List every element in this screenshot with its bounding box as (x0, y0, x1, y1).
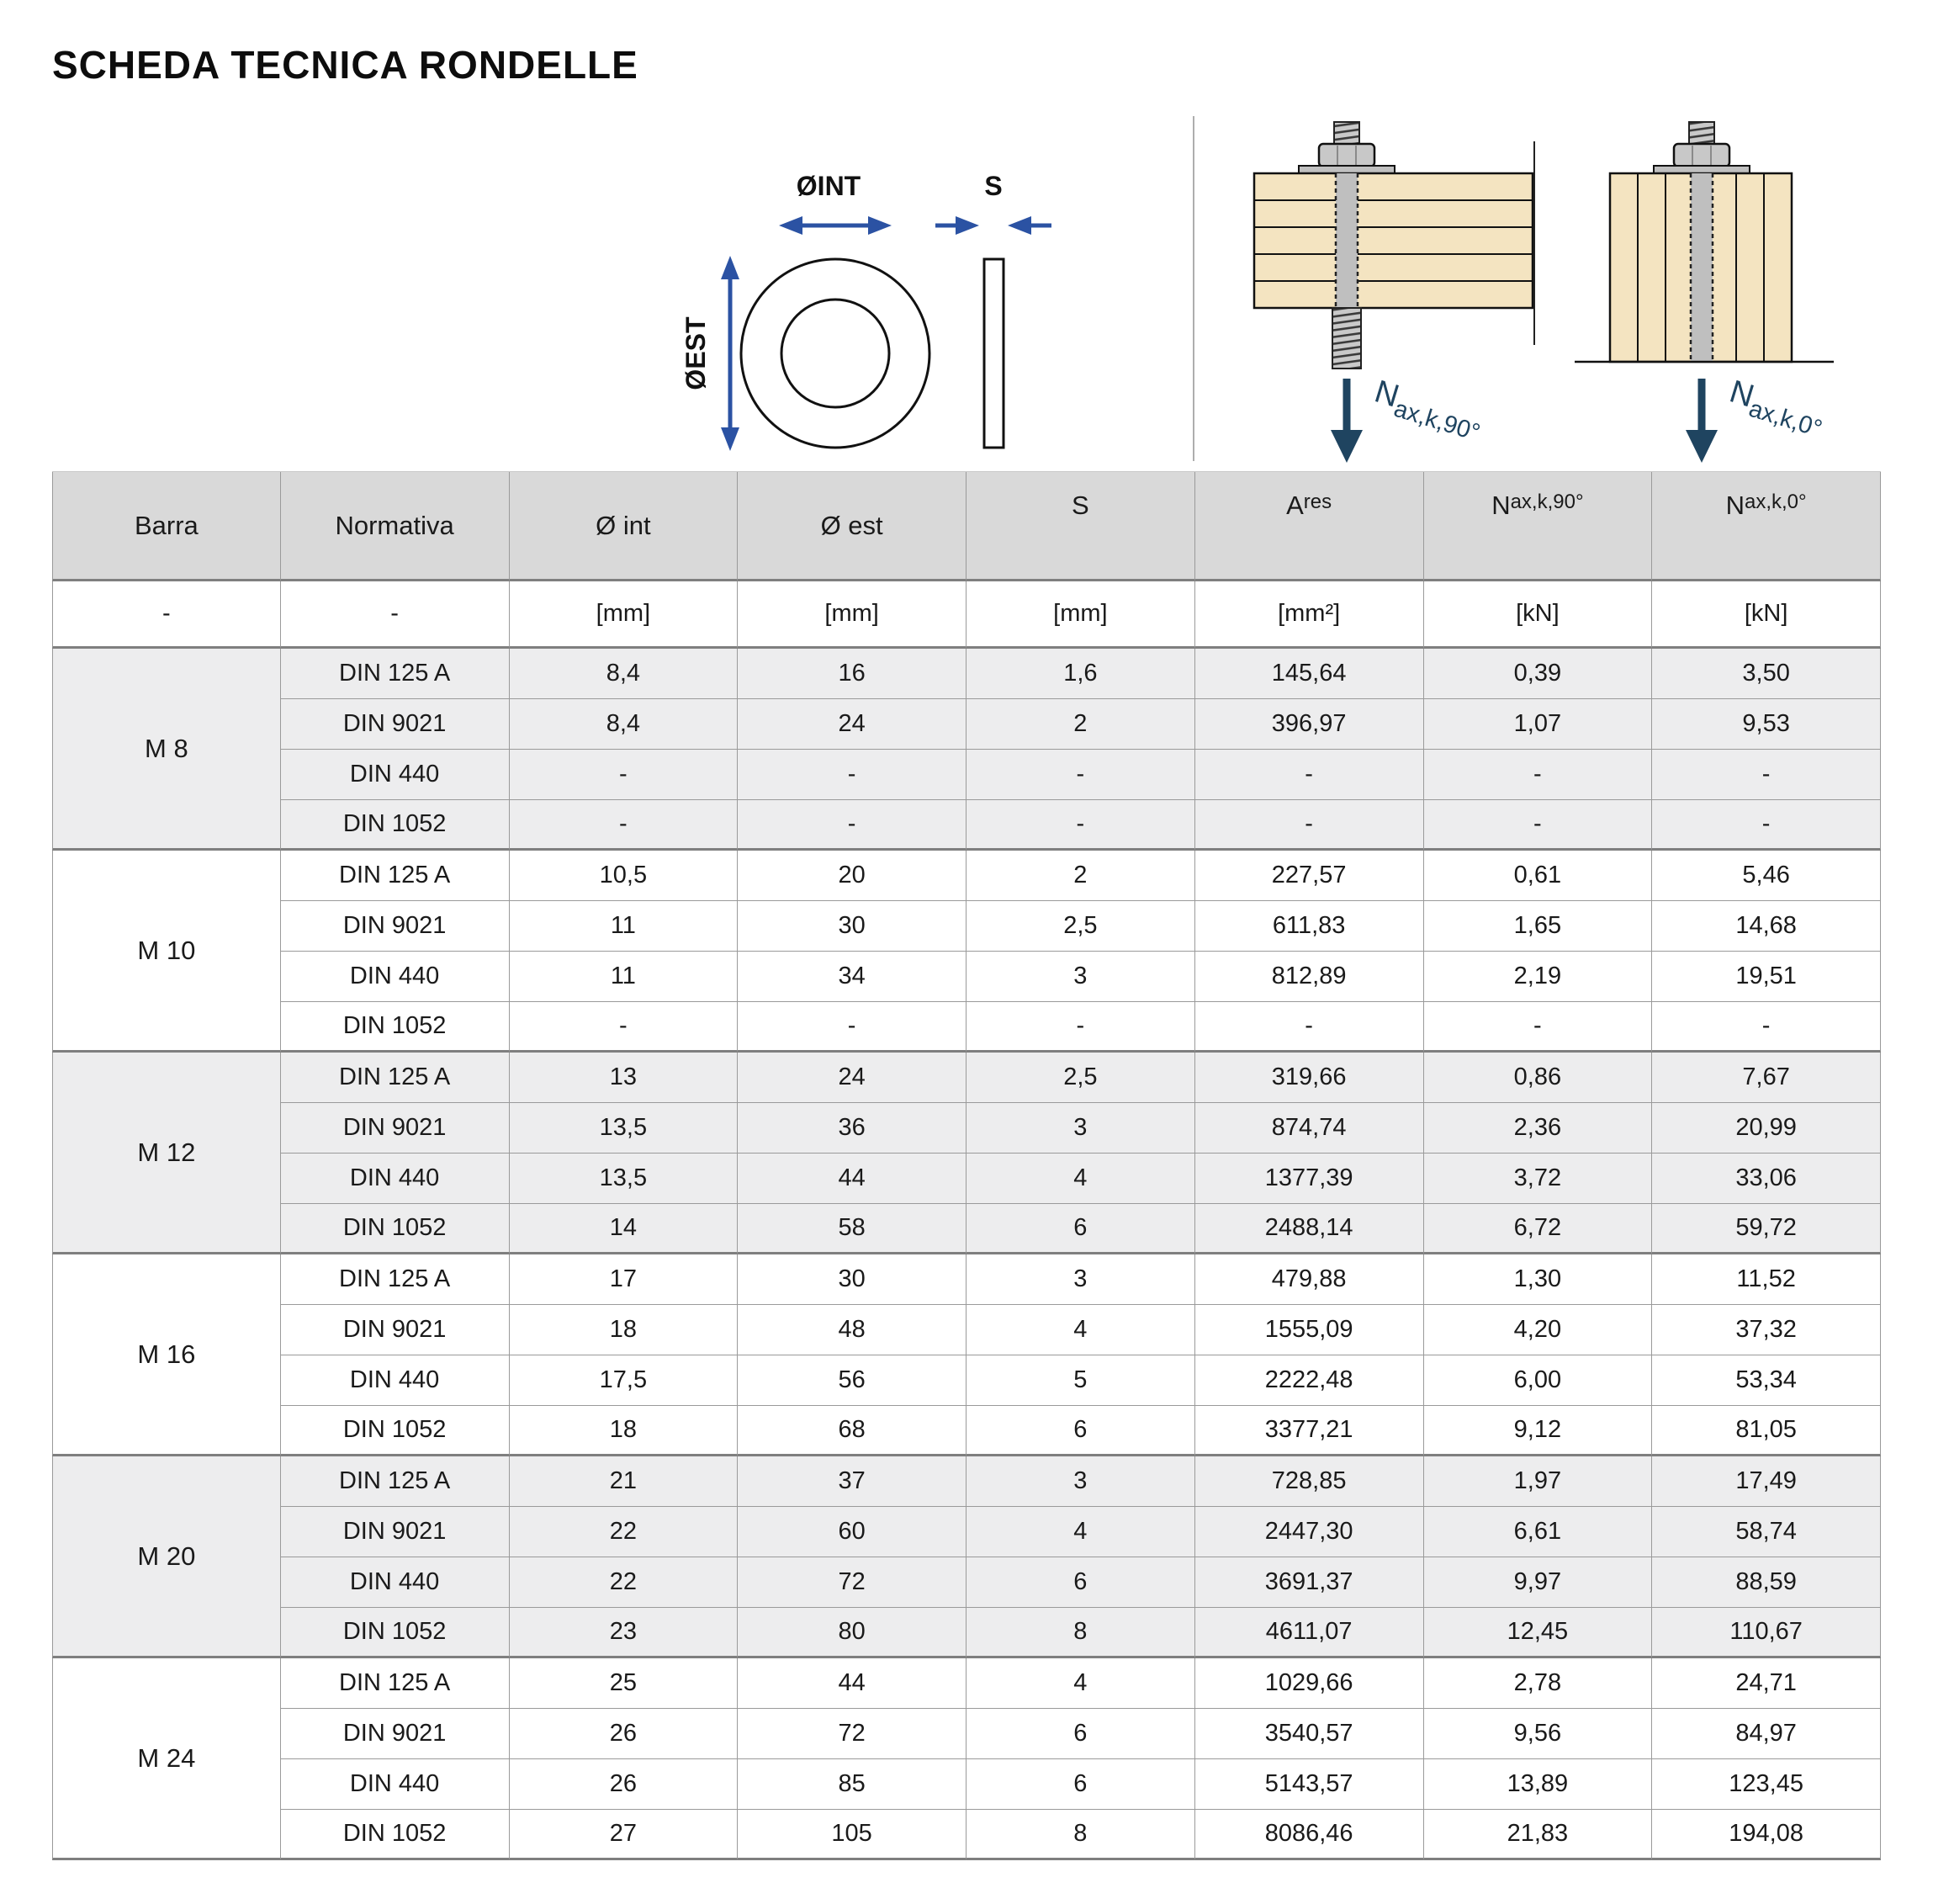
value-cell: 1,6 (966, 649, 1195, 699)
value-cell: 16 (738, 649, 966, 699)
value-cell: 13,5 (510, 1154, 739, 1204)
value-cell: 5143,57 (1195, 1759, 1424, 1810)
force-arrow-90 (1331, 374, 1487, 463)
value-cell: 8 (966, 1810, 1195, 1860)
value-cell: - (1195, 1002, 1424, 1053)
value-cell: 17,5 (510, 1355, 739, 1406)
value-cell: 6,72 (1424, 1204, 1653, 1254)
hex-nut (1674, 144, 1729, 167)
normativa-cell: DIN 1052 (281, 1204, 510, 1254)
value-cell: 9,12 (1424, 1406, 1653, 1456)
barra-cell: M 20 (52, 1456, 281, 1658)
normativa-cell: DIN 125 A (281, 851, 510, 901)
value-cell: 19,51 (1652, 952, 1881, 1002)
rod-thread-top (1334, 122, 1359, 145)
value-cell: 479,88 (1195, 1254, 1424, 1305)
barra-cell: M 8 (52, 649, 281, 851)
value-cell: 80 (738, 1608, 966, 1658)
value-cell: 3,50 (1652, 649, 1881, 699)
value-cell: - (738, 750, 966, 800)
value-cell: 12,45 (1424, 1608, 1653, 1658)
wood-block (1254, 173, 1533, 308)
value-cell: 812,89 (1195, 952, 1424, 1002)
value-cell: 10,5 (510, 851, 739, 901)
value-cell: 26 (510, 1759, 739, 1810)
washer-front-view (741, 259, 929, 448)
value-cell: 7,67 (1652, 1053, 1881, 1103)
value-cell: 24,71 (1652, 1658, 1881, 1709)
value-cell: 0,86 (1424, 1053, 1653, 1103)
value-cell: 6,00 (1424, 1355, 1653, 1406)
value-cell: 3691,37 (1195, 1557, 1424, 1608)
normativa-cell: DIN 9021 (281, 1709, 510, 1759)
value-cell: 59,72 (1652, 1204, 1881, 1254)
value-cell: 1,65 (1424, 901, 1653, 952)
header-n-90: N ax,k,90° (1424, 472, 1653, 581)
value-cell: 13 (510, 1053, 739, 1103)
value-cell: - (1424, 1002, 1653, 1053)
units-cell: - (281, 581, 510, 649)
washer-side-view (984, 259, 1004, 448)
value-cell: 11,52 (1652, 1254, 1881, 1305)
value-cell: 44 (738, 1658, 966, 1709)
normativa-cell: DIN 440 (281, 952, 510, 1002)
oest-label: ØEST (681, 316, 711, 390)
normativa-cell: DIN 125 A (281, 1456, 510, 1507)
value-cell: 2,19 (1424, 952, 1653, 1002)
value-cell: 2222,48 (1195, 1355, 1424, 1406)
value-cell: 24 (738, 699, 966, 750)
value-cell: 2488,14 (1195, 1204, 1424, 1254)
value-cell: 58 (738, 1204, 966, 1254)
barra-cell: M 10 (52, 851, 281, 1053)
page-title: SCHEDA TECNICA RONDELLE (52, 43, 638, 87)
value-cell: 22 (510, 1557, 739, 1608)
value-cell: 85 (738, 1759, 966, 1810)
washer-plate (1654, 166, 1750, 173)
value-cell: 3,72 (1424, 1154, 1653, 1204)
value-cell: 2,5 (966, 901, 1195, 952)
value-cell: 30 (738, 901, 966, 952)
value-cell: 26 (510, 1709, 739, 1759)
value-cell: 20 (738, 851, 966, 901)
value-cell: - (1424, 800, 1653, 851)
value-cell: 2 (966, 699, 1195, 750)
value-cell: 17,49 (1652, 1456, 1881, 1507)
normativa-cell: DIN 9021 (281, 1305, 510, 1355)
value-cell: 110,67 (1652, 1608, 1881, 1658)
value-cell: - (966, 800, 1195, 851)
value-cell: 44 (738, 1154, 966, 1204)
value-cell: 2,36 (1424, 1103, 1653, 1154)
value-cell: 6 (966, 1557, 1195, 1608)
normativa-cell: DIN 440 (281, 1355, 510, 1406)
value-cell: 5 (966, 1355, 1195, 1406)
value-cell: 53,34 (1652, 1355, 1881, 1406)
oint-label: ØINT (796, 171, 861, 201)
value-cell: 6 (966, 1709, 1195, 1759)
value-cell: 105 (738, 1810, 966, 1860)
value-cell: 37 (738, 1456, 966, 1507)
value-cell: 56 (738, 1355, 966, 1406)
normativa-cell: DIN 9021 (281, 699, 510, 750)
normativa-cell: DIN 9021 (281, 901, 510, 952)
normativa-cell: DIN 1052 (281, 1810, 510, 1860)
units-cell: - (52, 581, 281, 649)
value-cell: 25 (510, 1658, 739, 1709)
value-cell: 58,74 (1652, 1507, 1881, 1557)
units-cell: [mm] (966, 581, 1195, 649)
value-cell: 9,53 (1652, 699, 1881, 750)
force-label-0: Nax,k,0° (1725, 374, 1825, 443)
units-cell: [mm] (738, 581, 966, 649)
value-cell: 2,78 (1424, 1658, 1653, 1709)
normativa-cell: DIN 440 (281, 750, 510, 800)
value-cell: - (510, 1002, 739, 1053)
value-cell: 18 (510, 1406, 739, 1456)
value-cell: - (1652, 800, 1881, 851)
normativa-cell: DIN 125 A (281, 1254, 510, 1305)
value-cell: 36 (738, 1103, 966, 1154)
value-cell: 9,56 (1424, 1709, 1653, 1759)
units-cell: [kN] (1652, 581, 1881, 649)
value-cell: 6 (966, 1204, 1195, 1254)
value-cell: 17 (510, 1254, 739, 1305)
value-cell: 1555,09 (1195, 1305, 1424, 1355)
value-cell: 396,97 (1195, 699, 1424, 750)
normativa-cell: DIN 125 A (281, 649, 510, 699)
normativa-cell: DIN 125 A (281, 1053, 510, 1103)
value-cell: 3 (966, 952, 1195, 1002)
normativa-cell: DIN 125 A (281, 1658, 510, 1709)
s-dimension-arrow (935, 171, 1051, 235)
normativa-cell: DIN 440 (281, 1759, 510, 1810)
value-cell: 0,61 (1424, 851, 1653, 901)
header-n-0: N ax,k,0° (1652, 472, 1881, 581)
value-cell: 145,64 (1195, 649, 1424, 699)
value-cell: 3377,21 (1195, 1406, 1424, 1456)
hex-nut (1319, 144, 1374, 167)
barra-cell: M 16 (52, 1254, 281, 1456)
value-cell: - (1652, 1002, 1881, 1053)
normativa-cell: DIN 1052 (281, 1002, 510, 1053)
value-cell: 319,66 (1195, 1053, 1424, 1103)
value-cell: 30 (738, 1254, 966, 1305)
rod-thread-top (1689, 122, 1714, 145)
normativa-cell: DIN 440 (281, 1154, 510, 1204)
value-cell: 8086,46 (1195, 1810, 1424, 1860)
force-arrow-0 (1686, 374, 1830, 463)
value-cell: 4 (966, 1154, 1195, 1204)
value-cell: 2 (966, 851, 1195, 901)
value-cell: 48 (738, 1305, 966, 1355)
value-cell: 27 (510, 1810, 739, 1860)
value-cell: 3540,57 (1195, 1709, 1424, 1759)
value-cell: 21 (510, 1456, 739, 1507)
value-cell: 37,32 (1652, 1305, 1881, 1355)
barra-cell: M 24 (52, 1658, 281, 1860)
value-cell: - (1195, 750, 1424, 800)
value-cell: 1029,66 (1195, 1658, 1424, 1709)
value-cell: 2447,30 (1195, 1507, 1424, 1557)
value-cell: 1,07 (1424, 699, 1653, 750)
value-cell: - (966, 1002, 1195, 1053)
value-cell: 14,68 (1652, 901, 1881, 952)
value-cell: 34 (738, 952, 966, 1002)
value-cell: 23 (510, 1608, 739, 1658)
value-cell: 227,57 (1195, 851, 1424, 901)
units-cell: [mm²] (1195, 581, 1424, 649)
value-cell: 18 (510, 1305, 739, 1355)
oest-dimension-arrow (681, 256, 739, 451)
washer-table (52, 471, 1881, 1860)
value-cell: 88,59 (1652, 1557, 1881, 1608)
value-cell: 11 (510, 952, 739, 1002)
normativa-cell: DIN 1052 (281, 800, 510, 851)
units-cell: [kN] (1424, 581, 1653, 649)
value-cell: 24 (738, 1053, 966, 1103)
normativa-cell: DIN 1052 (281, 1406, 510, 1456)
header-s: S (966, 472, 1195, 581)
value-cell: 4 (966, 1658, 1195, 1709)
value-cell: - (510, 800, 739, 851)
threaded-rod (1336, 173, 1358, 308)
value-cell: - (1424, 750, 1653, 800)
value-cell: 20,99 (1652, 1103, 1881, 1154)
header-d-est: Ø est (738, 472, 966, 581)
value-cell: 11 (510, 901, 739, 952)
timber-block-0 (1575, 122, 1834, 362)
washer-diagram (0, 0, 1933, 471)
value-cell: 6,61 (1424, 1507, 1653, 1557)
value-cell: 3 (966, 1254, 1195, 1305)
header-d-int: Ø int (510, 472, 739, 581)
value-cell: 84,97 (1652, 1709, 1881, 1759)
normativa-cell: DIN 1052 (281, 1608, 510, 1658)
value-cell: 72 (738, 1709, 966, 1759)
threaded-rod (1691, 173, 1713, 362)
washer-plate (1299, 166, 1395, 173)
value-cell: 6 (966, 1759, 1195, 1810)
value-cell: - (1652, 750, 1881, 800)
value-cell: - (1195, 800, 1424, 851)
value-cell: - (966, 750, 1195, 800)
value-cell: 60 (738, 1507, 966, 1557)
value-cell: 611,83 (1195, 901, 1424, 952)
header-barra: Barra (52, 472, 281, 581)
force-label-90: Nax,k,90° (1370, 374, 1484, 448)
value-cell: 13,5 (510, 1103, 739, 1154)
oint-dimension-arrow (779, 171, 892, 235)
normativa-cell: DIN 440 (281, 1557, 510, 1608)
value-cell: 0,39 (1424, 649, 1653, 699)
value-cell: 874,74 (1195, 1103, 1424, 1154)
value-cell: 4611,07 (1195, 1608, 1424, 1658)
header-a-res: A res (1195, 472, 1424, 581)
value-cell: 72 (738, 1557, 966, 1608)
value-cell: 4,20 (1424, 1305, 1653, 1355)
value-cell: 8 (966, 1608, 1195, 1658)
barra-cell: M 12 (52, 1053, 281, 1254)
value-cell: 2,5 (966, 1053, 1195, 1103)
value-cell: 13,89 (1424, 1759, 1653, 1810)
value-cell: 22 (510, 1507, 739, 1557)
value-cell: 3 (966, 1103, 1195, 1154)
value-cell: 1,97 (1424, 1456, 1653, 1507)
normativa-cell: DIN 9021 (281, 1103, 510, 1154)
value-cell: 3 (966, 1456, 1195, 1507)
value-cell: 8,4 (510, 699, 739, 750)
value-cell: 9,97 (1424, 1557, 1653, 1608)
value-cell: 33,06 (1652, 1154, 1881, 1204)
value-cell: 1,30 (1424, 1254, 1653, 1305)
value-cell: 4 (966, 1507, 1195, 1557)
value-cell: 14 (510, 1204, 739, 1254)
rod-thread-bottom (1332, 308, 1361, 369)
value-cell: 123,45 (1652, 1759, 1881, 1810)
value-cell: 1377,39 (1195, 1154, 1424, 1204)
value-cell: 728,85 (1195, 1456, 1424, 1507)
value-cell: 6 (966, 1406, 1195, 1456)
value-cell: 5,46 (1652, 851, 1881, 901)
value-cell: - (510, 750, 739, 800)
value-cell: - (738, 800, 966, 851)
value-cell: 194,08 (1652, 1810, 1881, 1860)
value-cell: 8,4 (510, 649, 739, 699)
value-cell: 81,05 (1652, 1406, 1881, 1456)
value-cell: 21,83 (1424, 1810, 1653, 1860)
value-cell: 4 (966, 1305, 1195, 1355)
value-cell: - (738, 1002, 966, 1053)
header-normativa: Normativa (281, 472, 510, 581)
timber-block-90 (1254, 122, 1534, 369)
value-cell: 68 (738, 1406, 966, 1456)
units-cell: [mm] (510, 581, 739, 649)
normativa-cell: DIN 9021 (281, 1507, 510, 1557)
s-label: S (984, 171, 1003, 201)
